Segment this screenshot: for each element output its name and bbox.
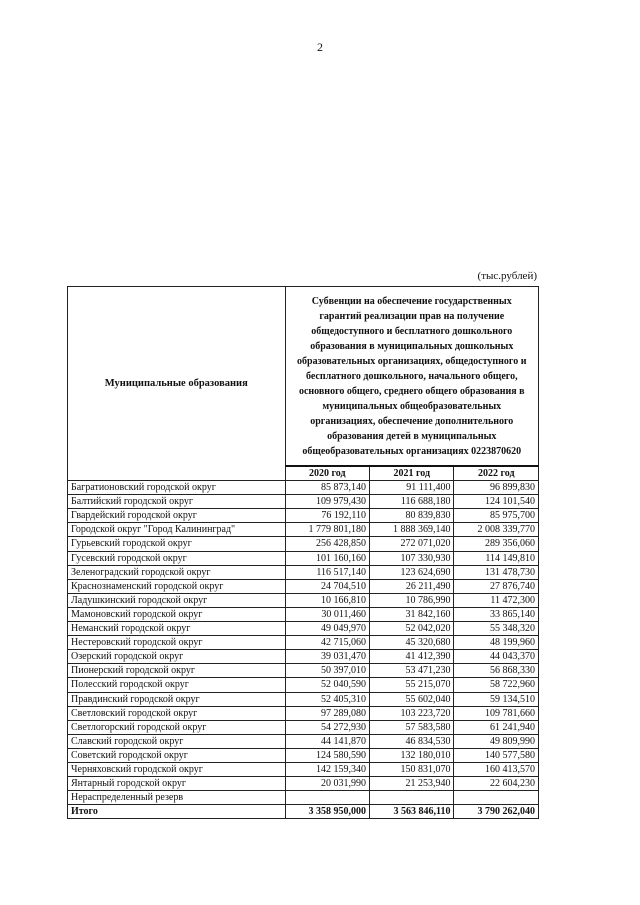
value-2021: 31 842,160 <box>370 607 454 621</box>
value-2021: 41 412,390 <box>370 650 454 664</box>
value-2022: 289 356,060 <box>454 537 539 551</box>
value-2021: 123 624,690 <box>370 565 454 579</box>
value-2020: 20 031,990 <box>285 777 369 791</box>
municipality-name: Янтарный городской округ <box>68 777 286 791</box>
value-2021: 91 111,400 <box>370 481 454 495</box>
value-2021: 1 888 369,140 <box>370 523 454 537</box>
total-2021: 3 563 846,110 <box>370 805 454 819</box>
municipality-name: Правдинский городской округ <box>68 692 286 706</box>
value-2021: 55 215,070 <box>370 678 454 692</box>
table-row <box>68 636 539 650</box>
table-row <box>68 734 539 748</box>
value-2022: 109 781,660 <box>454 706 539 720</box>
value-2021: 150 831,070 <box>370 762 454 776</box>
value-2022: 96 899,830 <box>454 481 539 495</box>
municipality-name: Гусевский городской округ <box>68 551 286 565</box>
table-row <box>68 706 539 720</box>
value-2022: 114 149,810 <box>454 551 539 565</box>
table-row <box>68 593 539 607</box>
value-2022: 11 472,300 <box>454 593 539 607</box>
municipality-name: Светлогорский городской округ <box>68 720 286 734</box>
value-2020 <box>285 791 369 805</box>
value-2020: 256 428,850 <box>285 537 369 551</box>
year-header-2021: 2021 год <box>370 466 454 481</box>
value-2021: 132 180,010 <box>370 748 454 762</box>
value-2020: 142 159,340 <box>285 762 369 776</box>
subvention-description-header: Субвенции на обеспечение государственных гарантий реализации прав на получение общедоступного и бесплатного дошкольного образования в муниципальных дошкольных образовательных организациях, общедоступного и бесплатного дошкольного, начального общего, основного общего, среднего общего образования в муниципальных общеобразовательных организациях, обеспечение дополнительного образования детей в муниципальных общеобразовательных организациях 0223870620 <box>285 287 538 467</box>
value-2020: 52 405,310 <box>285 692 369 706</box>
value-2022: 56 868,330 <box>454 664 539 678</box>
value-2020: 49 049,970 <box>285 622 369 636</box>
value-2020: 109 979,430 <box>285 495 369 509</box>
table-row <box>68 650 539 664</box>
municipality-name: Городской округ "Город Калининград" <box>68 523 286 537</box>
municipality-name: Краснознаменский городской округ <box>68 579 286 593</box>
table-row <box>68 762 539 776</box>
municipality-name: Светловский городской округ <box>68 706 286 720</box>
page-number: 2 <box>317 40 323 54</box>
value-2021 <box>370 791 454 805</box>
value-2020: 52 040,590 <box>285 678 369 692</box>
value-2022: 55 348,320 <box>454 622 539 636</box>
value-2020: 30 011,460 <box>285 607 369 621</box>
municipality-name: Озерский городской округ <box>68 650 286 664</box>
value-2021: 116 688,180 <box>370 495 454 509</box>
table-row <box>68 607 539 621</box>
value-2021: 45 320,680 <box>370 636 454 650</box>
municipality-name: Мамоновский городской округ <box>68 607 286 621</box>
value-2021: 103 223,720 <box>370 706 454 720</box>
value-2022: 160 413,570 <box>454 762 539 776</box>
municipality-name: Нераспределенный резерв <box>68 791 286 805</box>
value-2020: 97 289,080 <box>285 706 369 720</box>
value-2020: 1 779 801,180 <box>285 523 369 537</box>
value-2021: 57 583,580 <box>370 720 454 734</box>
total-row <box>68 805 539 819</box>
value-2022: 61 241,940 <box>454 720 539 734</box>
value-2020: 101 160,160 <box>285 551 369 565</box>
value-2021: 53 471,230 <box>370 664 454 678</box>
value-2020: 54 272,930 <box>285 720 369 734</box>
table-body <box>68 481 539 805</box>
value-2020: 42 715,060 <box>285 636 369 650</box>
value-2020: 124 580,590 <box>285 748 369 762</box>
table-row <box>68 791 539 805</box>
municipality-name: Балтийский городской округ <box>68 495 286 509</box>
value-2021: 46 834,530 <box>370 734 454 748</box>
table-row <box>68 565 539 579</box>
municipality-name: Гурьевский городской округ <box>68 537 286 551</box>
value-2020: 116 517,140 <box>285 565 369 579</box>
municipalities-header: Муниципальные образования <box>68 287 286 481</box>
table-row <box>68 777 539 791</box>
value-2022: 140 577,580 <box>454 748 539 762</box>
value-2022: 59 134,510 <box>454 692 539 706</box>
table-row <box>68 678 539 692</box>
value-2021: 107 330,930 <box>370 551 454 565</box>
table-row <box>68 748 539 762</box>
value-2022: 49 809,990 <box>454 734 539 748</box>
value-2020: 76 192,110 <box>285 509 369 523</box>
table-row <box>68 481 539 495</box>
table-row <box>68 537 539 551</box>
value-2020: 50 397,010 <box>285 664 369 678</box>
municipality-name: Багратионовский городской округ <box>68 481 286 495</box>
value-2022: 48 199,960 <box>454 636 539 650</box>
municipality-name: Гвардейский городской округ <box>68 509 286 523</box>
table-row <box>68 551 539 565</box>
table-row <box>68 579 539 593</box>
value-2022: 58 722,960 <box>454 678 539 692</box>
municipality-name: Черняховский городской округ <box>68 762 286 776</box>
value-2022: 85 975,700 <box>454 509 539 523</box>
value-2022: 131 478,730 <box>454 565 539 579</box>
units-note: (тыс.рублей) <box>477 270 537 282</box>
municipality-name: Пионерский городской округ <box>68 664 286 678</box>
value-2021: 272 071,020 <box>370 537 454 551</box>
total-label: Итого <box>68 805 286 819</box>
value-2022: 2 008 339,770 <box>454 523 539 537</box>
total-2020: 3 358 950,000 <box>285 805 369 819</box>
value-2020: 39 031,470 <box>285 650 369 664</box>
municipality-name: Ладушкинский городской округ <box>68 593 286 607</box>
value-2022: 33 865,140 <box>454 607 539 621</box>
table-row <box>68 720 539 734</box>
value-2021: 21 253,940 <box>370 777 454 791</box>
value-2022: 27 876,740 <box>454 579 539 593</box>
municipality-name: Неманский городской округ <box>68 622 286 636</box>
municipality-name: Советский городской округ <box>68 748 286 762</box>
table-row <box>68 622 539 636</box>
value-2022: 124 101,540 <box>454 495 539 509</box>
year-header-2022: 2022 год <box>454 466 539 481</box>
total-2022: 3 790 262,040 <box>454 805 539 819</box>
subvention-table <box>67 286 539 819</box>
value-2022: 44 043,370 <box>454 650 539 664</box>
value-2020: 24 704,510 <box>285 579 369 593</box>
value-2022 <box>454 791 539 805</box>
year-header-2020: 2020 год <box>285 466 369 481</box>
value-2021: 52 042,020 <box>370 622 454 636</box>
municipality-name: Славский городской округ <box>68 734 286 748</box>
table-row <box>68 523 539 537</box>
table-row <box>68 509 539 523</box>
municipality-name: Нестеровский городской округ <box>68 636 286 650</box>
value-2021: 80 839,830 <box>370 509 454 523</box>
municipality-name: Полесский городской округ <box>68 678 286 692</box>
value-2021: 55 602,040 <box>370 692 454 706</box>
value-2022: 22 604,230 <box>454 777 539 791</box>
municipality-name: Зеленоградский городской округ <box>68 565 286 579</box>
table-row <box>68 664 539 678</box>
value-2020: 85 873,140 <box>285 481 369 495</box>
value-2020: 44 141,870 <box>285 734 369 748</box>
table-row <box>68 692 539 706</box>
value-2020: 10 166,810 <box>285 593 369 607</box>
value-2021: 26 211,490 <box>370 579 454 593</box>
table-row <box>68 495 539 509</box>
value-2021: 10 786,990 <box>370 593 454 607</box>
